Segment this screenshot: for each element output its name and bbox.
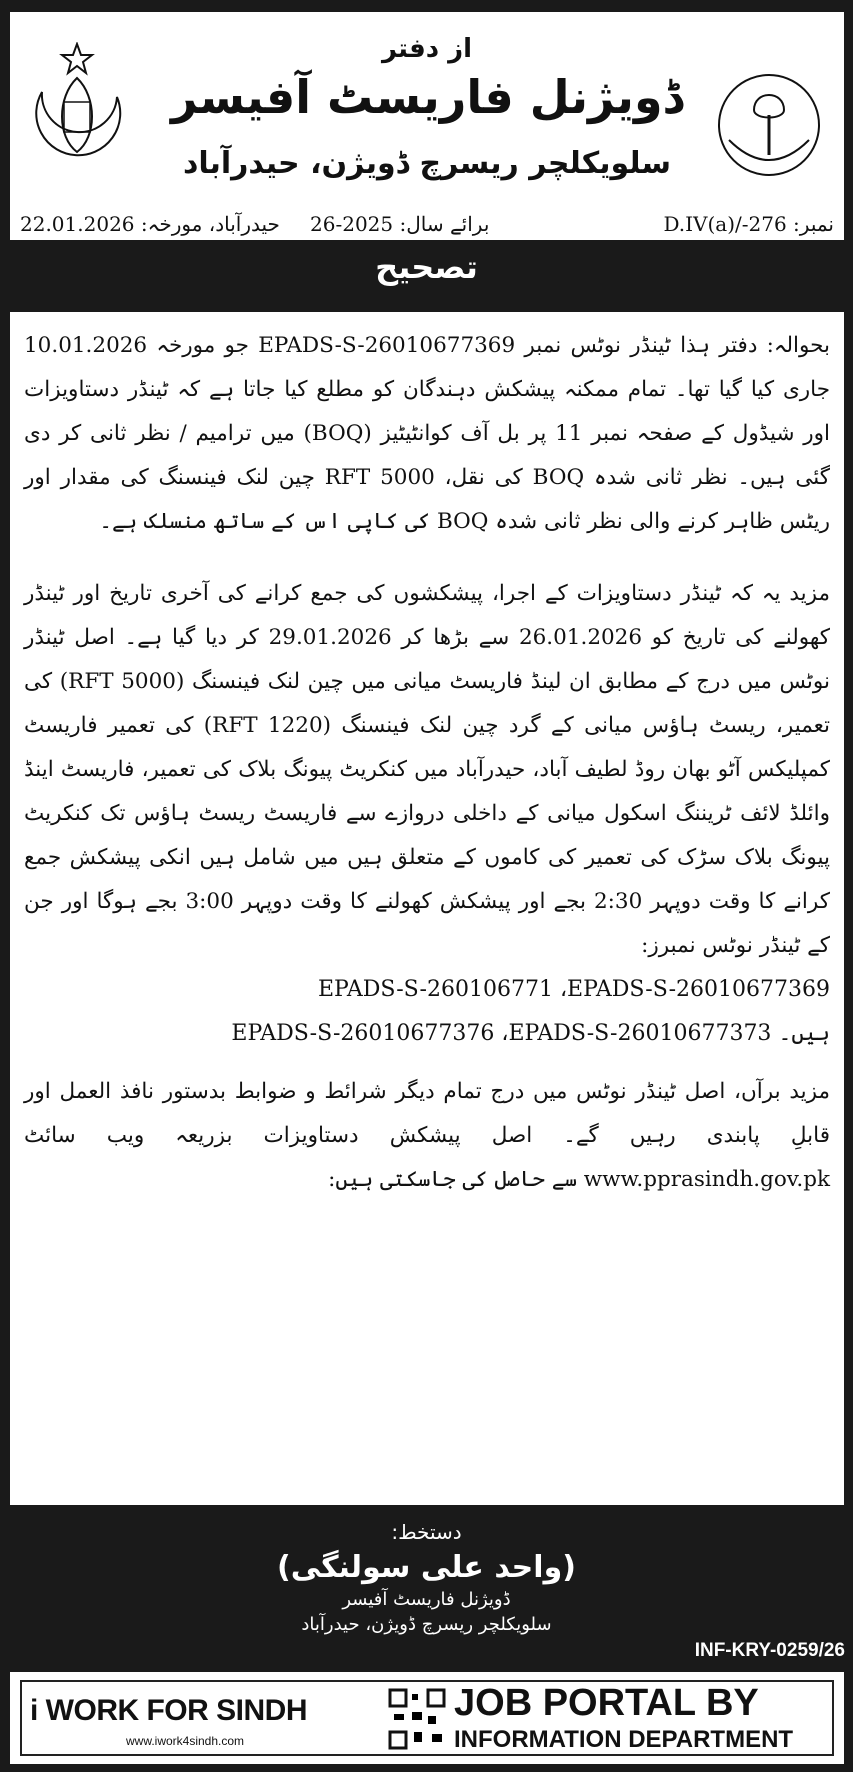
qr-code-icon bbox=[388, 1688, 446, 1750]
job-portal-banner bbox=[10, 1672, 844, 1764]
information-department-label: INFORMATION DEPARTMENT bbox=[454, 1726, 794, 1753]
reference-number: نمبر: D.IV(a)/-276 bbox=[663, 212, 834, 236]
signatory-division: سلویکلچر ریسرچ ڈویژن، حیدرآباد bbox=[301, 1614, 552, 1635]
extension-paragraph: مزید یہ کہ ٹینڈر دستاویزات کے اجرا، پیشکشوں کی جمع کرانے کی آخری تاریخ اور ٹینڈر کھولنے کی تاریخ کو 26.01.2026 سے بڑھا کر 29.01.2026 کر دیا گیا ہے۔ اصل ٹینڈر نوٹس میں درج کے مطابق ان لینڈ فاریسٹ میانی میں چین لنک فینسنگ (5000 RFT) کی تعمیر، ریسٹ ہاؤس میانی کے گرد چین لنک فینسنگ (RFT 1220) کی تعمیر فاریسٹ کمپلیکس آٹو بھان روڈ لطیف آباد، حیدرآباد میں کنکریٹ پیونگ بلاک کی تعمیر، فاریسٹ اینڈ وائلڈ لائف ٹریننگ اسکول میانی کے داخلی دروازے سے فاریسٹ ریسٹ ہاؤس تک کنکریٹ پیونگ بلاک سڑک کی تعمیر کی کاموں کے متعلق ہیں میں شامل ہیں انکی پیشکش جمع کرانے کا وقت دوپہر 2:30 بجے اور پیشکش کھولنے کا وقت دوپہر 3:00 بجے ہوگا اور جن کے ٹینڈر نوٹس نمبرز: bbox=[24, 581, 831, 958]
division-subtitle: سلویکلچر ریسرچ ڈویژن، حیدرآباد bbox=[182, 146, 672, 181]
notice-header bbox=[10, 12, 844, 240]
notice-body bbox=[10, 312, 844, 1505]
job-portal-heading: JOB PORTAL BY bbox=[454, 1682, 759, 1724]
signatory-designation: ڈویژنل فاریسٹ آفیسر bbox=[342, 1589, 511, 1610]
iwork-url[interactable]: www.iwork4sindh.com bbox=[126, 1734, 245, 1748]
terms-paragraph: مزید برآں، اصل ٹینڈر نوٹس میں درج تمام دیگر شرائط و ضوابط بدستور نافذ العمل اور قابلِ پابندی رہیں گے۔ اصل پیشکش دستاویزات بزریعہ ویب سائٹ www.pprasindh.gov.pk سے حاصل کی جاسکتی ہیں: bbox=[24, 1079, 830, 1192]
corrigendum-title: تصحیح bbox=[375, 248, 478, 286]
government-of-sindh-emblem-icon bbox=[22, 42, 132, 172]
financial-year: برائے سال: 2025-26 bbox=[310, 212, 490, 236]
signatory-name: (واحد علی سولنگی) bbox=[277, 1550, 576, 1585]
tender-numbers-line-2: EPADS-S-26010677376 ،EPADS-S-26010677373 ہیں۔ bbox=[231, 1021, 830, 1046]
office-title: ڈویژنل فاریسٹ آفیسر bbox=[170, 70, 684, 124]
sindh-forest-department-logo-icon bbox=[714, 60, 824, 190]
iwork-for-sindh-brand: i WORK FOR SINDH bbox=[30, 1694, 307, 1727]
signature-block bbox=[0, 1510, 853, 1635]
tender-numbers-line-1: EPADS-S-260106771 ،EPADS-S-26010677369 bbox=[317, 977, 830, 1002]
inf-code: INF-KRY-0259/26 bbox=[694, 1640, 845, 1661]
notice-date: حیدرآباد، مورخہ: 22.01.2026 bbox=[20, 212, 280, 236]
signature-label: دستخط: bbox=[391, 1520, 462, 1544]
reference-paragraph: بحوالہ: دفتر ہذا ٹینڈر نوٹس نمبر EPADS-S-26010677369 جو مورخہ 10.01.2026 جاری کیا گیا تھا۔ تمام ممکنہ پیشکش دہندگان کو مطلع کیا جاتا ہے کہ ٹینڈر دستاویزات اور شیڈول کے صفحہ نمبر 11 پر بل آف کوانٹیٹیز (BOQ) میں ترامیم / نظر ثانی کر دی گئی ہیں۔ نظر ثانی شدہ BOQ کی نقل، RFT 5000 چین لنک فینسنگ کی مقدار اور ریٹس ظاہر کرنے والی نظر ثانی شدہ BOQ کی کاپی اس کے ساتھ منسلک ہے۔ bbox=[24, 333, 831, 534]
from-office-label: از دفتر bbox=[381, 34, 473, 64]
